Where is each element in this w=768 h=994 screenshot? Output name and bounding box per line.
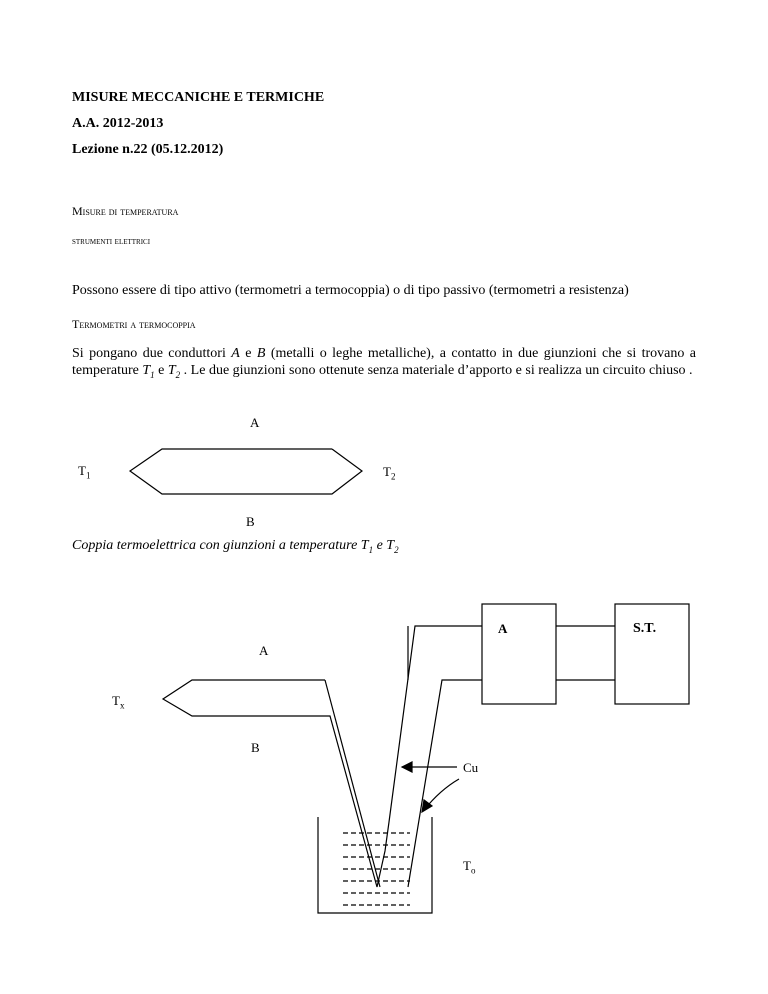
figure2-circuit <box>163 604 689 913</box>
figure1-label-b: B <box>246 514 255 529</box>
academic-year: A.A. 2012-2013 <box>72 116 164 131</box>
wire-a-to-cold <box>325 680 380 887</box>
section-heading-temperature: Misure di temperatura <box>72 204 179 218</box>
figure2-label-tx: $T_x$ <box>112 693 125 711</box>
figure2-label-b: B <box>251 740 260 755</box>
figure1-thermocouple-loop <box>130 449 362 494</box>
intro-text: Possono essere di tipo attivo (termometri a termocoppia) o di tipo passivo (termometri a resistenza) <box>72 283 629 298</box>
box-st <box>615 604 689 704</box>
figure2-label-cu: Cu <box>463 760 479 775</box>
figure2-box-a-label: A <box>498 621 508 636</box>
figure1-label-a: A <box>250 415 260 430</box>
section-heading-thermocouple: Termometri a termocoppia <box>72 317 196 331</box>
thermocouple-paragraph: Si pongano due conduttori A e B (metalli o leghe metalliche), a contatto in due giunzioni che si trovano a temperature $T_1$ e $T_2$ . Le due giunzioni sono ottenute senza materiale d’apporto e si realizza un circuito chiuso . <box>72 346 697 380</box>
box-a <box>482 604 556 704</box>
figure2-label-to: $T_o$ <box>463 858 476 876</box>
course-title: MISURE MECCANICHE E TERMICHE <box>72 90 325 105</box>
arrow-cu-1-head <box>402 762 412 772</box>
figure1-caption: Coppia termoelettrica con giunzioni a temperature $T_1$ e $T_2$ <box>72 538 399 555</box>
wire-cu-right <box>408 680 482 887</box>
figure1-label-t1: $T_1$ <box>78 463 91 481</box>
figure1-label-t2: $T_2$ <box>383 464 396 482</box>
figure2-box-st-label: S.T. <box>633 621 657 636</box>
bath-liquid <box>343 833 410 905</box>
wire-a-b-path <box>163 626 482 887</box>
figure1-loop-wires <box>130 449 362 494</box>
figure2-label-a: A <box>259 643 269 658</box>
cold-bath-container <box>318 817 432 913</box>
section-heading-electric: strumenti elettrici <box>72 236 151 247</box>
lesson-title: Lezione n.22 (05.12.2012) <box>72 142 224 157</box>
